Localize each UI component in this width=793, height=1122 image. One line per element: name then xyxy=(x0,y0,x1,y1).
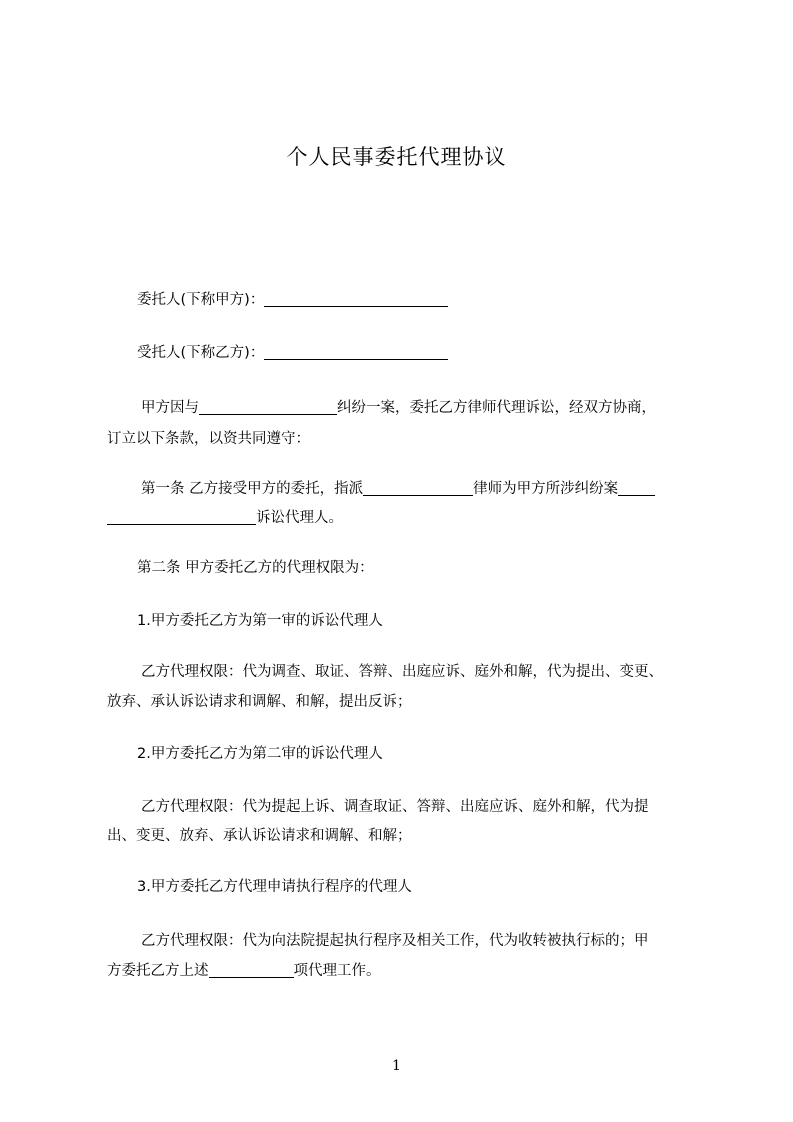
item2-line-2: 出、变更、放弃、承认诉讼请求和调解、和解； xyxy=(107,828,412,844)
item3-line-1: 乙方代理权限：代为向法院提起执行程序及相关工作，代为收转被执行标的；甲 xyxy=(141,933,649,949)
article1-line-2 xyxy=(107,507,343,529)
item1-line-1: 乙方代理权限：代为调查、取证、答辩、出庭应诉、庭外和解，代为提出、变更、 xyxy=(141,664,663,680)
document-title: 个人民事委托代理协议 xyxy=(286,145,507,169)
client-name-blank[interactable] xyxy=(264,290,448,307)
agent-line xyxy=(137,342,448,364)
item3-heading: 3.甲方委托乙方代理申请执行程序的代理人 xyxy=(137,879,412,895)
item1-line-2: 放弃、承认诉讼请求和调解、和解，提出反诉； xyxy=(107,694,412,710)
article1-text-1: 第一条 乙方接受甲方的委托，指派 xyxy=(141,481,364,497)
lawyer-name-blank[interactable] xyxy=(363,479,473,496)
work-items-blank[interactable] xyxy=(209,961,294,978)
item2-line-1: 乙方代理权限：代为提起上诉、调查取证、答辩、出庭应诉、庭外和解，代为提 xyxy=(141,799,649,815)
intro-line-1 xyxy=(141,397,656,419)
client-label: 委托人(下称甲方)： xyxy=(137,292,265,308)
article2-heading: 第二条 甲方委托乙方的代理权限为： xyxy=(137,560,374,576)
intro-line-2: 订立以下条款，以资共同遵守： xyxy=(107,431,310,447)
item1-heading: 1.甲方委托乙方为第一审的诉讼代理人 xyxy=(137,613,383,629)
intro-text-1: 甲方因与 xyxy=(141,400,199,416)
case-name-blank-b[interactable] xyxy=(107,508,256,525)
article1-text-2: 律师为甲方所涉纠纷案 xyxy=(473,481,619,497)
item3-text-1: 方委托乙方上述 xyxy=(107,963,209,979)
item2-heading: 2.甲方委托乙方为第二审的诉讼代理人 xyxy=(137,746,383,762)
item3-text-2: 项代理工作。 xyxy=(293,963,381,979)
page-number: 1 xyxy=(392,1058,401,1074)
item3-line-2 xyxy=(107,960,381,982)
dispute-party-blank[interactable] xyxy=(199,398,337,415)
agent-label: 受托人(下称乙方)： xyxy=(137,345,265,361)
article1-line-1 xyxy=(141,478,655,500)
intro-text-2: 纠纷一案，委托乙方律师代理诉讼，经双方协商， xyxy=(337,400,656,416)
client-line xyxy=(137,289,448,311)
agent-name-blank[interactable] xyxy=(264,343,448,360)
case-name-blank-a[interactable] xyxy=(618,479,655,496)
article1-text-3: 诉讼代理人。 xyxy=(256,510,343,526)
